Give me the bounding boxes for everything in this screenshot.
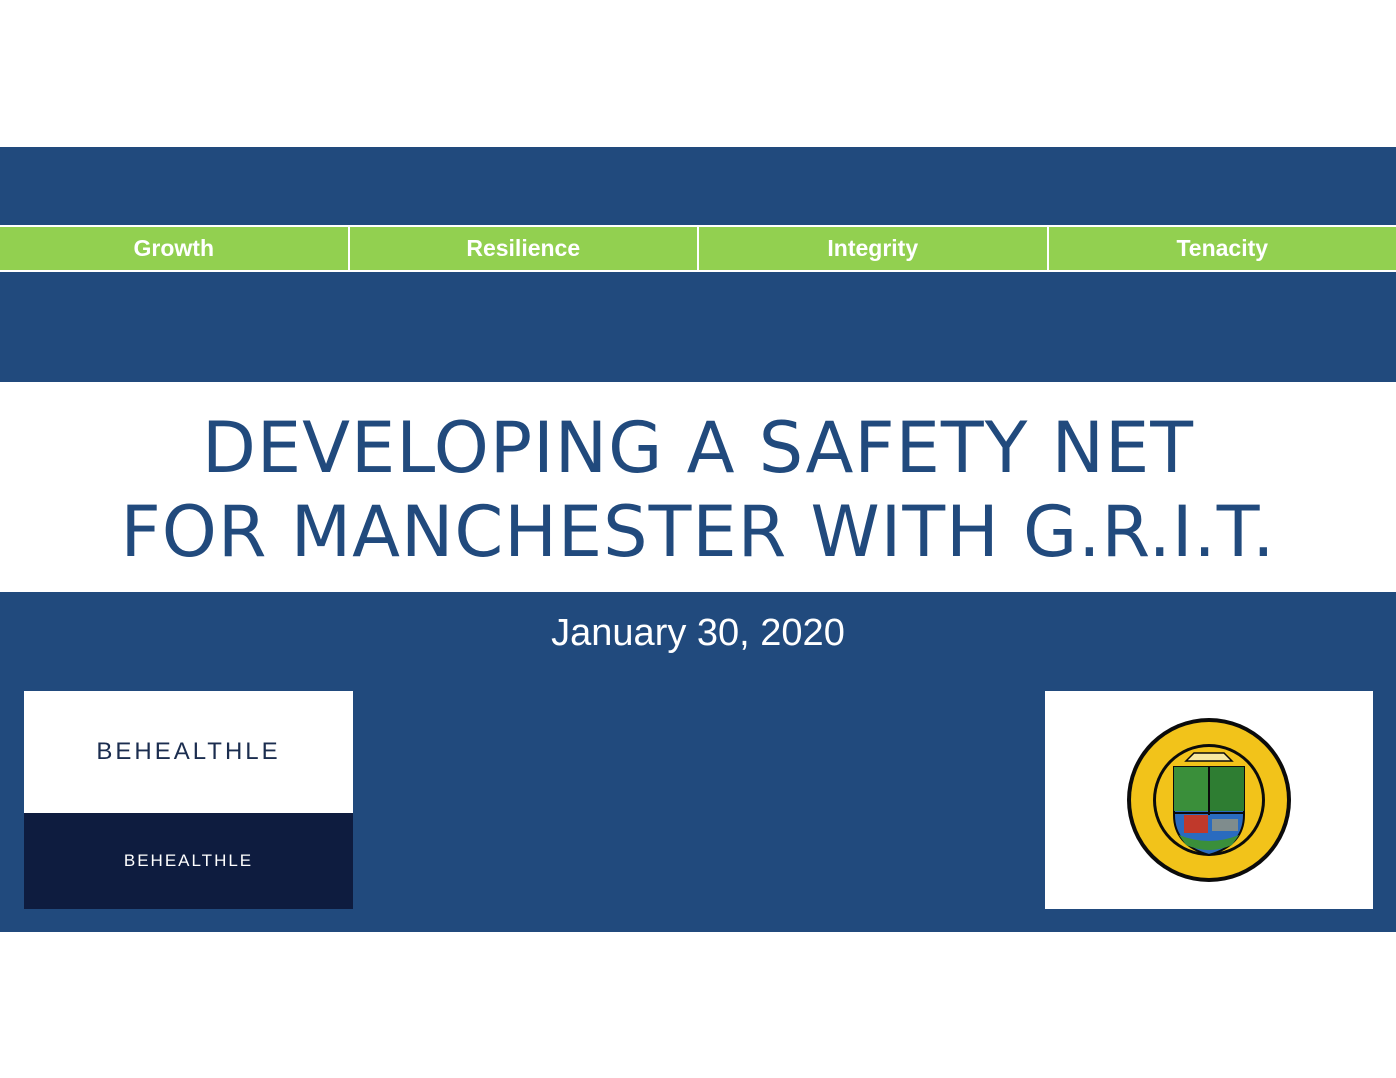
value-tenacity: Tenacity — [1049, 227, 1396, 270]
slide-date: January 30, 2020 — [551, 612, 845, 654]
behealthle-logo-dark — [24, 813, 353, 909]
value-resilience: Resilience — [350, 227, 700, 270]
value-integrity: Integrity — [699, 227, 1049, 270]
behealthle-wordmark-dark: BEHEALTHLE — [123, 851, 254, 870]
behealthle-wordmark-light: BEHEALTHLE — [96, 738, 281, 765]
behealthle-logo — [24, 691, 353, 909]
behealthle-logo-light — [24, 691, 353, 813]
slide-title — [0, 382, 1396, 592]
city-seal-icon — [1124, 715, 1294, 885]
title-line-2: FOR MANCHESTER WITH G.R.I.T. — [120, 491, 1276, 573]
values-row — [0, 225, 1396, 272]
title-line-1: DEVELOPING A SAFETY NET — [202, 407, 1194, 489]
manchester-seal-logo — [1045, 691, 1373, 909]
value-growth: Growth — [0, 227, 350, 270]
